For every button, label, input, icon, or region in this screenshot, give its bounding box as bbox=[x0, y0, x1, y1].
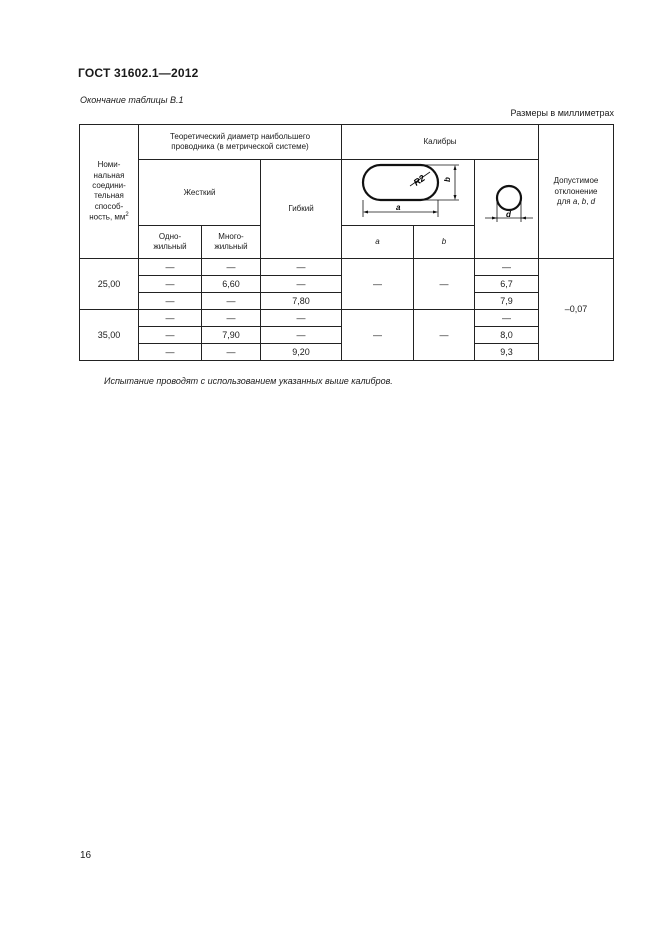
header-col-b: b bbox=[414, 226, 475, 259]
flex-cell: 9,20 bbox=[261, 344, 342, 361]
round-dim-arrow-right bbox=[521, 217, 526, 220]
d-cell: 6,7 bbox=[475, 276, 539, 293]
a-cell: — bbox=[342, 259, 414, 310]
d-cell: — bbox=[475, 310, 539, 327]
round-dim-arrow-left bbox=[492, 217, 497, 220]
header-multi-l2: жильный bbox=[214, 242, 248, 252]
document-title: ГОСТ 31602.1—2012 bbox=[78, 66, 199, 80]
a-cell: — bbox=[342, 310, 414, 361]
b-cell: — bbox=[414, 259, 475, 310]
multi-cell: 6,60 bbox=[202, 276, 261, 293]
header-tolerance: Допустимое отклонение для a, b, d bbox=[539, 125, 614, 259]
multi-cell: 7,90 bbox=[202, 327, 261, 344]
page-number: 16 bbox=[80, 850, 92, 861]
round-gauge-outline bbox=[497, 186, 521, 210]
header-col-a: a bbox=[342, 226, 414, 259]
header-multi-core bbox=[202, 226, 261, 259]
flex-cell: — bbox=[261, 276, 342, 293]
round-diameter-label: d bbox=[505, 210, 511, 219]
header-flexible: Гибкий bbox=[261, 160, 342, 259]
spec-table bbox=[79, 124, 614, 361]
single-cell: — bbox=[139, 276, 202, 293]
multi-cell: — bbox=[202, 344, 261, 361]
flex-cell: — bbox=[261, 327, 342, 344]
table-note: Испытание проводят с использованием указанных выше калибров. bbox=[104, 376, 393, 386]
header-nominal-l5: способ- bbox=[94, 201, 124, 211]
single-cell: — bbox=[139, 310, 202, 327]
header-single-l1: Одно- bbox=[158, 232, 182, 241]
header-rigid: Жесткий bbox=[139, 160, 261, 226]
single-cell: — bbox=[139, 344, 202, 361]
header-nominal-l4: тельная bbox=[94, 191, 124, 201]
table-caption: Окончание таблицы В.1 bbox=[80, 95, 184, 105]
header-nominal-l3: соедини- bbox=[92, 180, 126, 190]
single-cell: — bbox=[139, 293, 202, 310]
d-cell: 8,0 bbox=[475, 327, 539, 344]
d-cell: 9,3 bbox=[475, 344, 539, 361]
tol-var-b: b bbox=[581, 196, 587, 206]
units-note: Размеры в миллиметрах bbox=[510, 108, 614, 118]
header-theoretical: Теоретический диаметр наибольшего проводника (в метрической системе) bbox=[139, 125, 342, 160]
slot-dim-arrow-right bbox=[433, 211, 438, 214]
table-row bbox=[80, 259, 614, 276]
header-tolerance-l1: Допустимое bbox=[553, 176, 599, 186]
nominal-cell: 25,00 bbox=[80, 259, 139, 310]
flex-cell: — bbox=[261, 310, 342, 327]
header-single-l2: жильный bbox=[153, 242, 187, 252]
header-single-core bbox=[139, 226, 202, 259]
header-tolerance-l3: для bbox=[556, 196, 571, 206]
header-nominal-l2: нальная bbox=[93, 170, 125, 180]
slot-dim-arrow-left bbox=[363, 211, 368, 214]
header-nominal-l1: Номи- bbox=[97, 160, 121, 170]
header-nominal-l6: ность, мм bbox=[89, 212, 126, 222]
flex-cell: 7,80 bbox=[261, 293, 342, 310]
b-cell: — bbox=[414, 310, 475, 361]
slot-gauge-outline bbox=[363, 165, 438, 200]
single-cell: — bbox=[139, 259, 202, 276]
multi-cell: — bbox=[202, 310, 261, 327]
flex-cell: — bbox=[261, 259, 342, 276]
slot-dim-arrow-top bbox=[454, 165, 457, 170]
slot-dim-arrow-bottom bbox=[454, 195, 457, 200]
header-multi-l1: Много- bbox=[218, 232, 244, 241]
header-tolerance-l2: отклонение bbox=[554, 186, 598, 196]
slot-gauge-cell bbox=[342, 160, 475, 226]
table-row bbox=[80, 310, 614, 327]
slot-height-label: b bbox=[443, 177, 452, 182]
tol-var-d: d bbox=[590, 196, 596, 206]
slot-width-label: a bbox=[396, 203, 401, 212]
round-gauge-figure bbox=[476, 160, 538, 255]
header-calibers: Калибры bbox=[342, 125, 539, 160]
slot-radius-label: R2 bbox=[411, 172, 427, 188]
single-cell: — bbox=[139, 327, 202, 344]
round-gauge-cell bbox=[475, 160, 539, 259]
tol-var-a: a bbox=[572, 196, 578, 206]
header-nominal bbox=[80, 125, 139, 259]
d-cell: — bbox=[475, 259, 539, 276]
multi-cell: — bbox=[202, 293, 261, 310]
multi-cell: — bbox=[202, 259, 261, 276]
d-cell: 7,9 bbox=[475, 293, 539, 310]
header-nominal-sup: 2 bbox=[125, 212, 129, 219]
slot-gauge-figure bbox=[342, 160, 475, 222]
nominal-cell: 35,00 bbox=[80, 310, 139, 361]
tolerance-value: –0,07 bbox=[539, 259, 614, 361]
